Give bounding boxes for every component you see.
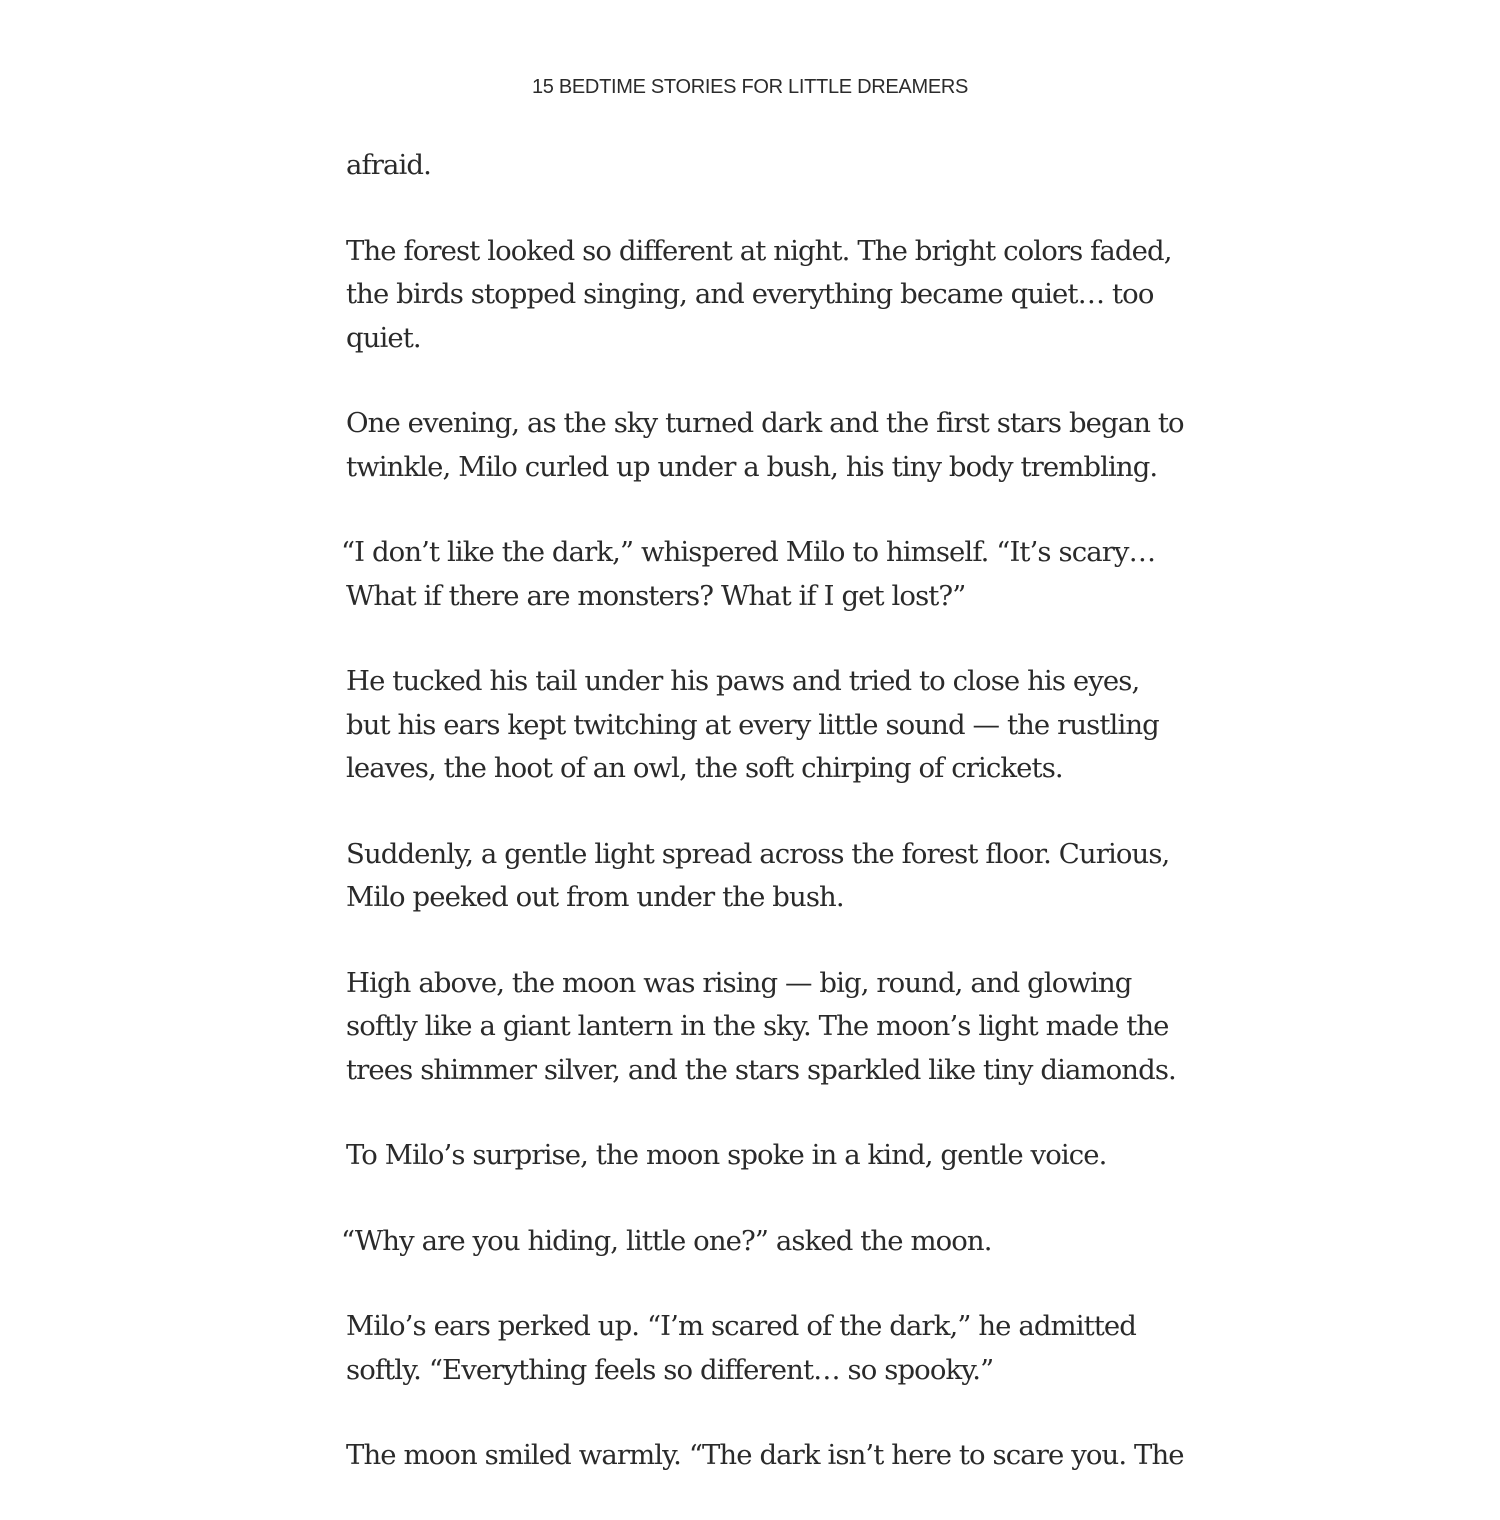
paragraph: [346, 1134, 1166, 1178]
text-line: To Milo’s surprise, the moon spoke in a kind, gentle voice.: [346, 1139, 1107, 1171]
paragraph: [341, 531, 1166, 618]
paragraph: [341, 1220, 1166, 1264]
text-line: Suddenly, a gentle light spread across the forest floor. Curious,: [346, 837, 1170, 870]
text-line: but his ears kept twitching at every little sound — the rustling: [346, 708, 1159, 741]
text-line: “I don’t like the dark,” whispered Milo to himself. “It’s scary…: [341, 536, 1156, 568]
paragraph: [346, 144, 1166, 188]
text-line: softly like a giant lantern in the sky. The moon’s light made the: [346, 1010, 1169, 1042]
text-line: twinkle, Milo curled up under a bush, his tiny body trembling.: [346, 450, 1158, 483]
text-line: He tucked his tail under his paws and tried to close his eyes,: [346, 665, 1140, 697]
paragraph: [346, 230, 1172, 361]
text-line: The moon smiled warmly. “The dark isn’t here to scare you. The: [346, 1439, 1184, 1471]
text-line: What if there are monsters? What if I get lost?”: [346, 579, 966, 612]
text-line: afraid.: [346, 149, 431, 181]
story-body: [341, 144, 1184, 1520]
text-line: One evening, as the sky turned dark and the first stars began to: [346, 407, 1184, 439]
text-line: leaves, the hoot of an owl, the soft chirping of crickets.: [346, 752, 1063, 784]
running-header: 15 BEDTIME STORIES FOR LITTLE DREAMERS: [531, 76, 969, 98]
text-line: High above, the moon was rising — big, round, and glowing: [346, 966, 1132, 999]
paragraph: [346, 962, 1176, 1093]
paragraph: [346, 1305, 1166, 1392]
paragraph: [346, 1434, 1184, 1478]
paragraph: [346, 833, 1170, 920]
paragraph: [346, 402, 1184, 489]
text-line: Milo peeked out from under the bush.: [346, 881, 844, 913]
text-line: “Why are you hiding, little one?” asked the moon.: [341, 1224, 992, 1257]
text-line: quiet.: [346, 321, 421, 354]
text-line: trees shimmer silver, and the stars sparkled like tiny diamonds.: [346, 1053, 1176, 1086]
text-line: the birds stopped singing, and everything became quiet… too: [346, 278, 1154, 310]
text-line: softly. “Everything feels so different… so spooky.”: [346, 1353, 994, 1386]
text-line: The forest looked so different at night. The bright colors faded,: [346, 234, 1172, 267]
text-line: Milo’s ears perked up. “I’m scared of the dark,” he admitted: [346, 1310, 1137, 1342]
paragraph: [346, 660, 1166, 791]
